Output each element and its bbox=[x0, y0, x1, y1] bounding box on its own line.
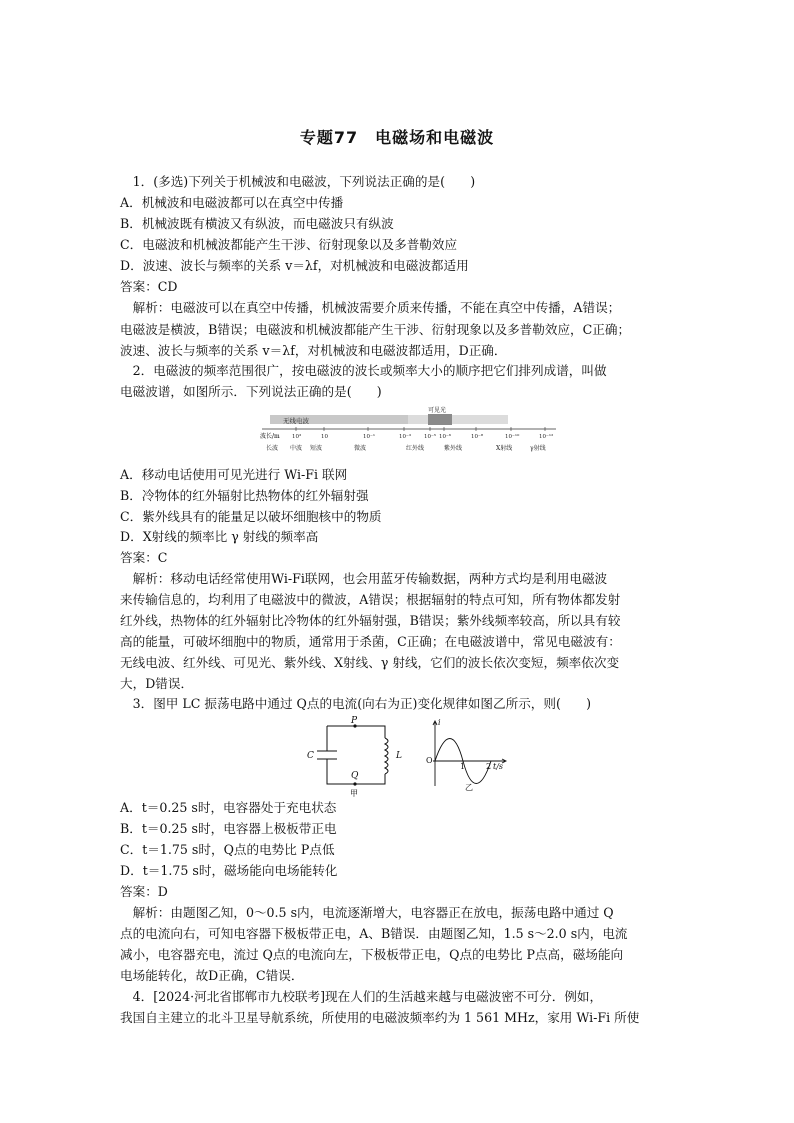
tick-label-3: 10⁻³ bbox=[399, 434, 412, 440]
inductor-coil bbox=[385, 738, 388, 774]
tick-label-8: 10⁻¹² bbox=[539, 434, 554, 440]
q1-analysis-3: 波速、波长与频率的关系 v＝λf，对机械波和电磁波都适用，D正确． bbox=[120, 343, 507, 358]
label-q: Q bbox=[351, 771, 359, 781]
em-spectrum-figure bbox=[258, 405, 558, 453]
tick-label-0: 10³ bbox=[292, 434, 302, 440]
q1-analysis-1: 解析：电磁波可以在真空中传播，机械波需要介质来传播，不能在真空中传播，A错误； bbox=[120, 300, 621, 315]
q2-analysis-4: 高的能量，可破坏细胞中的物质，通常用于杀菌，C正确；在电磁波谱中，常见电磁波有： bbox=[120, 634, 621, 649]
label-p: P bbox=[351, 716, 358, 726]
q1-analysis-2: 电磁波是横波，B错误；电磁波和机械波都能产生干涉、衍射现象以及多普勒效应，C正确； bbox=[120, 322, 631, 337]
q2-option-a: A．移动电话使用可见光进行 Wi-Fi 联网 bbox=[120, 467, 348, 482]
tick-2-label: 2 bbox=[486, 762, 492, 771]
q1-stem: 1．(多选)下列关于机械波和电磁波，下列说法正确的是( ) bbox=[120, 174, 476, 189]
tick-label-2: 10⁻¹ bbox=[363, 434, 376, 440]
axis-i-label: i bbox=[438, 718, 441, 727]
q2-analysis-5: 无线电波、红外线、可见光、紫外线、X射线、γ 射线，它们的波长依次变短，频率依次变 bbox=[120, 655, 620, 670]
q3-answer: 答案：D bbox=[120, 884, 168, 899]
q3-analysis-4: 电场能转化，故D正确，C错误． bbox=[120, 968, 304, 983]
q3-stem: 3．图甲 LC 振荡电路中通过 Q点的电流(向右为正)变化规律如图乙所示，则( ) bbox=[120, 696, 591, 711]
q1-option-a: A．机械波和电磁波都可以在真空中传播 bbox=[120, 195, 344, 210]
q4-stem-1: 4．[2024·河北省邯郸市九校联考]现在人们的生活越来越与电磁波密不可分．例如， bbox=[120, 989, 603, 1004]
axis-wavelength-label: 波长/m bbox=[260, 433, 280, 440]
band-label-infrared: 红外线 bbox=[406, 445, 425, 452]
q2-option-b: B．冷物体的红外辐射比热物体的红外辐射强 bbox=[120, 488, 369, 503]
q2-stem-2: 电磁波谱，如图所示．下列说法正确的是( ) bbox=[120, 384, 382, 399]
visible-light-label: 可见光 bbox=[428, 407, 447, 414]
band-label-ultraviolet: 紫外线 bbox=[444, 445, 463, 452]
point-q bbox=[353, 782, 356, 785]
band-label-micro: 微波 bbox=[354, 445, 367, 452]
q2-analysis-3: 红外线，热物体的红外辐射比冷物体的红外辐射强，B错误；紫外线频率较高，所以具有较 bbox=[120, 613, 621, 628]
tick-1-label: 1 bbox=[460, 762, 466, 771]
q3-option-d: D．t＝1.75 s时，磁场能向电场能转化 bbox=[120, 863, 338, 878]
q2-analysis-1: 解析：移动电话经常使用Wi-Fi联网，也会用蓝牙传输数据，两种方式均是利用电磁波 bbox=[120, 571, 608, 586]
q1-option-d: D．波速、波长与频率的关系 v＝λf，对机械波和电磁波都适用 bbox=[120, 258, 469, 273]
tick-label-4: 10⁻⁵ bbox=[424, 434, 437, 440]
origin-label: O bbox=[426, 756, 433, 765]
lc-circuit-figure bbox=[305, 716, 515, 798]
visible-light-marker bbox=[428, 414, 452, 425]
radio-wave-label: 无线电波 bbox=[283, 417, 309, 425]
q3-analysis-2: 点的电流向右，可知电容器下极板带正电，A、B错误．由题图乙知，1.5 s～2.0 s内，电流 bbox=[120, 926, 628, 941]
q1-option-b: B．机械波既有横波又有纵波，而电磁波只有纵波 bbox=[120, 216, 394, 231]
q2-answer: 答案：C bbox=[120, 550, 168, 565]
band-label-short: 短波 bbox=[310, 445, 323, 452]
q2-analysis-6: 大，D错误． bbox=[120, 676, 194, 691]
band-label-xray: X射线 bbox=[496, 445, 513, 452]
label-c: C bbox=[307, 751, 314, 761]
q3-option-b: B．t＝0.25 s时，电容器上极板带正电 bbox=[120, 821, 337, 836]
axis-t-label: t/s bbox=[493, 762, 504, 771]
tick-label-1: 10 bbox=[321, 434, 328, 440]
band-label-medium: 中波 bbox=[290, 445, 303, 452]
visible-light-band bbox=[408, 415, 508, 424]
page-title: 专题77 电磁场和电磁波 bbox=[299, 128, 495, 147]
q1-answer: 答案：CD bbox=[120, 279, 178, 294]
q2-stem-1: 2．电磁波的频率范围很广，按电磁波的波长或频率大小的顺序把它们排列成谱，叫做 bbox=[120, 363, 607, 378]
band-label-gamma: γ射线 bbox=[530, 445, 546, 452]
q3-option-a: A．t＝0.25 s时，电容器处于充电状态 bbox=[120, 800, 337, 815]
q2-option-c: C．紫外线具有的能量足以破坏细胞核中的物质 bbox=[120, 509, 382, 524]
current-graph bbox=[433, 721, 506, 786]
q3-analysis-1: 解析：由题图乙知，0～0.5 s内，电流逐渐增大，电容器正在放电，振荡电路中通过 Q bbox=[120, 905, 614, 920]
q3-option-c: C．t＝1.75 s时，Q点的电势比 P点低 bbox=[120, 842, 335, 857]
tick-label-5: 10⁻⁶ bbox=[439, 434, 452, 440]
tick-label-6: 10⁻⁸ bbox=[471, 434, 484, 440]
caption-a: 甲 bbox=[350, 789, 358, 798]
q2-option-d: D．X射线的频率比 γ 射线的频率高 bbox=[120, 529, 319, 544]
q1-option-c: C．电磁波和机械波都能产生干涉、衍射现象以及多普勒效应 bbox=[120, 237, 458, 252]
q3-analysis-3: 减小，电容器充电，流过 Q点的电流向左，下极板带正电，Q点的电势比 P点高，磁场能向 bbox=[120, 947, 624, 962]
caption-b: 乙 bbox=[465, 783, 473, 792]
label-l: L bbox=[396, 751, 402, 761]
band-label-long: 长波 bbox=[266, 445, 279, 452]
q2-analysis-2: 来传输信息的，均利用了电磁波中的微波，A错误；根据辐射的特点可知，所有物体都发射 bbox=[120, 592, 621, 607]
q4-stem-2: 我国自主建立的北斗卫星导航系统，所使用的电磁波频率约为 1 561 MHz，家用 Wi-Fi 所使 bbox=[120, 1010, 640, 1025]
tick-label-7: 10⁻¹⁰ bbox=[505, 434, 520, 440]
